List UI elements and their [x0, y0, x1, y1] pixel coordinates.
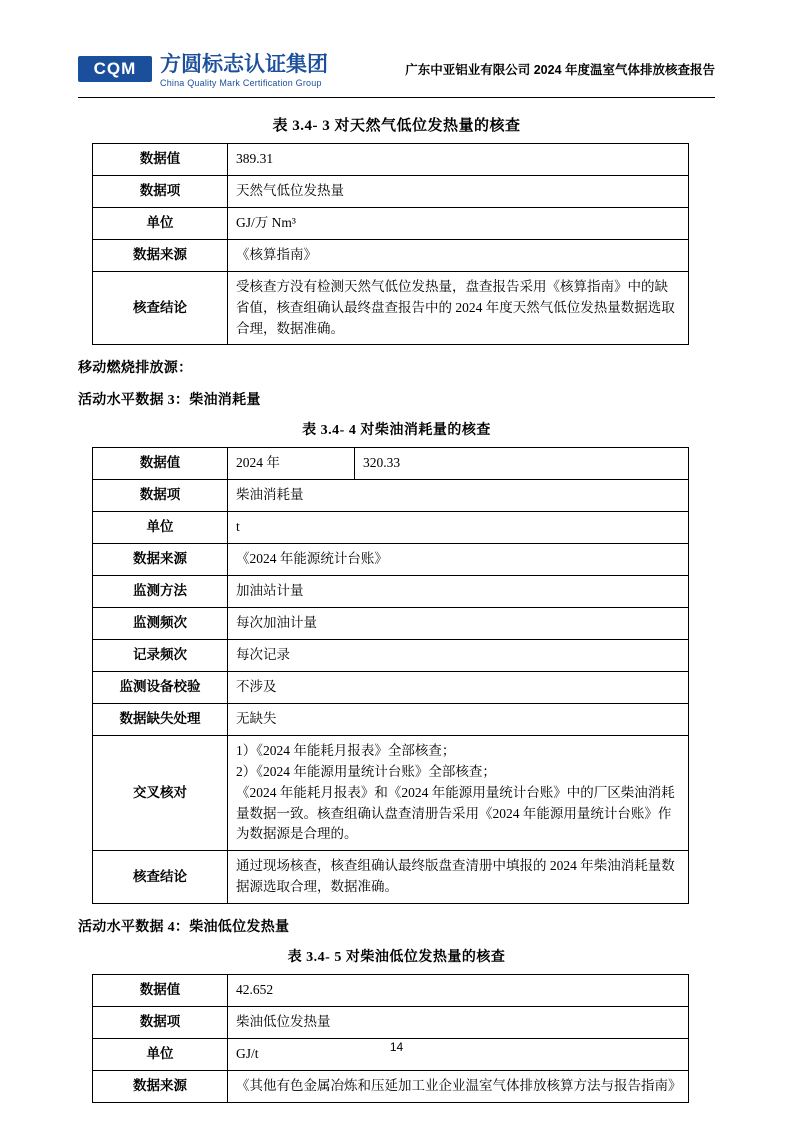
row-label: 监测频次	[93, 608, 228, 640]
page-header	[0, 0, 793, 98]
row-label: 数据项	[93, 1007, 228, 1039]
cqm-logo-badge: CQM	[78, 56, 152, 82]
table-344	[92, 447, 689, 904]
table-row	[93, 608, 689, 640]
row-label: 数据值	[93, 975, 228, 1007]
row-value: GJ/万 Nm³	[228, 207, 689, 239]
table-343	[92, 143, 689, 345]
row-label: 记录频次	[93, 639, 228, 671]
row-label: 监测设备校验	[93, 671, 228, 703]
row-value: 《其他有色金属冶炼和压延加工业企业温室气体排放核算方法与报告指南》	[228, 1070, 689, 1102]
row-value: GJ/t	[228, 1039, 689, 1071]
row-value: 389.31	[228, 144, 689, 176]
row-value: 《核算指南》	[228, 239, 689, 271]
company-logo	[78, 54, 328, 88]
page-number: 14	[389, 1040, 404, 1054]
table-row	[93, 144, 689, 176]
table-row	[93, 544, 689, 576]
row-label: 核查结论	[93, 271, 228, 345]
row-value: 《2024 年能源统计台账》	[228, 544, 689, 576]
cross-check-line: 1）《2024 年能耗月报表》全部核查；	[236, 742, 456, 758]
row-label: 单位	[93, 207, 228, 239]
table-row	[93, 975, 689, 1007]
row-label: 数据来源	[93, 1070, 228, 1102]
table-caption-345: 表 3.4- 5 对柴油低位发热量的核查	[287, 950, 506, 966]
table-row	[93, 175, 689, 207]
table-row	[93, 1007, 689, 1039]
row-year: 2024 年	[228, 448, 355, 480]
row-value: 每次加油计量	[228, 608, 689, 640]
row-value: t	[228, 512, 689, 544]
row-value: 通过现场核查，核查组确认最终版盘查清册中填报的 2024 年柴油消耗量数据源选取合理，数据准确。	[228, 851, 689, 904]
row-value: 柴油低位发热量	[228, 1007, 689, 1039]
cross-check-line: 2）《2024 年能源用量统计台账》全部核查；	[236, 763, 496, 779]
cross-check-line: 《2024 年能耗月报表》和《2024 年能源用量统计台账》中的厂区柴油消耗量数据一致。核查组确认盘查清册告采用《2024 年能源用量统计台账》作为数据源是合理的。	[236, 784, 675, 842]
row-label: 数据缺失处理	[93, 703, 228, 735]
row-value: 加油站计量	[228, 576, 689, 608]
header-divider	[78, 97, 715, 98]
row-label: 核查结论	[93, 851, 228, 904]
row-label: 数据来源	[93, 544, 228, 576]
row-label: 数据来源	[93, 239, 228, 271]
table-row-cross-check	[93, 735, 689, 851]
table-row	[93, 703, 689, 735]
logo-english-name: China Quality Mark Certification Group	[160, 78, 322, 88]
row-value: 受核查方没有检测天然气低位发热量，盘查报告采用《核算指南》中的缺省值，核查组确认最终盘查报告中的 2024 年度天然气低位发热量数据选取合理，数据准确。	[228, 271, 689, 345]
table-345	[92, 974, 689, 1103]
row-value: 无缺失	[228, 703, 689, 735]
table-caption-343: 表 3.4- 3 对天然气低位发热量的核查	[272, 118, 521, 134]
table-row	[93, 480, 689, 512]
document-content	[78, 104, 715, 1103]
row-label: 单位	[93, 512, 228, 544]
table-row	[93, 639, 689, 671]
table-row-conclusion	[93, 851, 689, 904]
table-row	[93, 448, 689, 480]
table-row	[93, 271, 689, 345]
row-value: 天然气低位发热量	[228, 175, 689, 207]
logo-chinese-name: 方圆标志认证集团	[160, 53, 328, 76]
row-value: 不涉及	[228, 671, 689, 703]
row-label: 单位	[93, 1039, 228, 1071]
row-value	[228, 735, 689, 851]
logo-text-block	[160, 54, 328, 88]
row-label: 数据项	[93, 480, 228, 512]
document-header-title: 广东中亚铝业有限公司 2024 年度温室气体排放核查报告	[405, 63, 715, 77]
table-row	[93, 671, 689, 703]
table-row	[93, 239, 689, 271]
table-caption-344: 表 3.4- 4 对柴油消耗量的核查	[302, 423, 491, 439]
table-row	[93, 512, 689, 544]
paragraph-activity-4: 活动水平数据 4：柴油低位发热量	[78, 920, 290, 936]
row-label: 数据项	[93, 175, 228, 207]
row-label: 监测方法	[93, 576, 228, 608]
row-value: 每次记录	[228, 639, 689, 671]
row-value: 320.33	[355, 448, 689, 480]
row-value: 42.652	[228, 975, 689, 1007]
paragraph-mobile-source: 移动燃烧排放源：	[78, 361, 193, 377]
table-row	[93, 576, 689, 608]
table-row	[93, 1070, 689, 1102]
row-label: 交叉核对	[93, 735, 228, 851]
paragraph-activity-3: 活动水平数据 3：柴油消耗量	[78, 393, 261, 409]
row-label: 数据值	[93, 448, 228, 480]
table-row	[93, 207, 689, 239]
row-value: 柴油消耗量	[228, 480, 689, 512]
row-label: 数据值	[93, 144, 228, 176]
